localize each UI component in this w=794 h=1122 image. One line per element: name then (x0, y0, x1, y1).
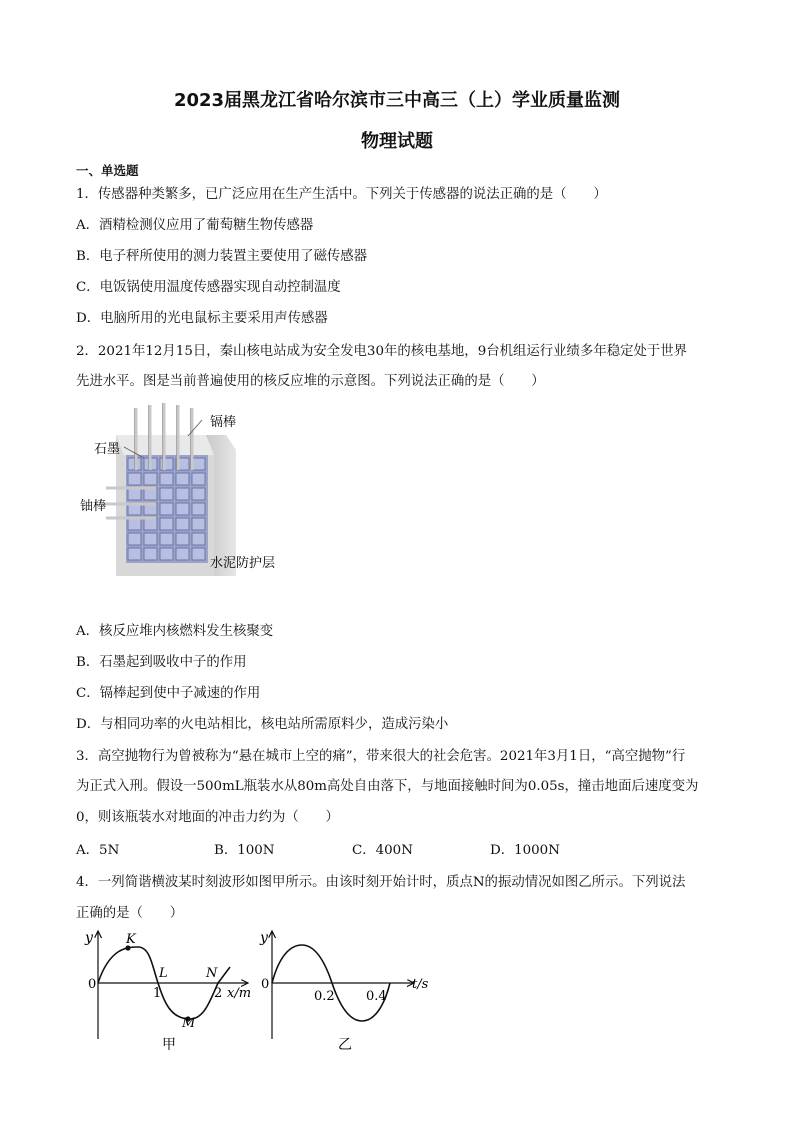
core-cube (176, 533, 189, 545)
core-cube (160, 473, 173, 485)
core-cube (192, 533, 205, 545)
core-cube (192, 473, 205, 485)
q2-option-a: A．核反应堆内核燃料发生核聚变 (76, 624, 274, 639)
core-cube (144, 518, 157, 530)
core-cube (160, 518, 173, 530)
label-concrete: 水泥防护层 (210, 556, 276, 571)
core-cube (192, 503, 205, 515)
q3-stem-line1: 3．高空抛物行为曾被称为“悬在城市上空的痛”，带来很大的社会危害。2021年3月1日，“高空抛物”行 (76, 749, 686, 764)
yi-tick-02: 0.2 (314, 989, 335, 1004)
core-cube (128, 548, 141, 560)
exam-subtitle: 物理试题 (361, 131, 433, 152)
exam-title: 2023届黑龙江省哈尔滨市三中高三（上）学业质量监测 (173, 90, 621, 111)
yi-caption: 乙 (338, 1037, 352, 1053)
core-cube (160, 458, 173, 470)
core-cube (144, 488, 157, 500)
q3-stem-line2: 为正式入刑。假设一500mL瓶装水从80m高处自由落下，与地面接触时间为0.05s，撞击地面后速度变为 (76, 779, 699, 794)
yi-x-label: t/s (412, 977, 429, 992)
q3-option-a: A．5N (76, 843, 120, 858)
reactor-figure (76, 400, 306, 582)
q1-option-a: A．酒精检测仪应用了葡萄糖生物传感器 (76, 218, 314, 233)
core-cube (128, 533, 141, 545)
q3-options (76, 842, 560, 860)
yi-y-label: y (260, 930, 268, 946)
q2-stem-line2: 先进水平。图是当前普遍使用的核反应堆的示意图。下列说法正确的是（ ） (76, 374, 545, 389)
core-cube (160, 503, 173, 515)
yi-tick-04: 0.4 (366, 989, 387, 1004)
q1-option-b: B．电子秤所使用的测力装置主要使用了磁传感器 (76, 249, 368, 264)
core-cube (192, 548, 205, 560)
core-cube (192, 488, 205, 500)
label-n: N (206, 966, 218, 981)
core-cube (144, 548, 157, 560)
core-cube (144, 473, 157, 485)
jia-x-label: x/m (227, 986, 252, 1001)
label-m: M (182, 1016, 196, 1031)
core-cube (160, 488, 173, 500)
q1-option-c: C．电饭锅使用温度传感器实现自动控制温度 (76, 280, 341, 295)
q3-stem-line3: 0，则该瓶装水对地面的冲击力约为（ ） (76, 810, 339, 825)
label-l: L (159, 966, 168, 981)
q2-option-c: C．镉棒起到使中子减速的作用 (76, 686, 261, 701)
core-cube (176, 548, 189, 560)
core-cube (144, 533, 157, 545)
jia-tick-1: 1 (153, 986, 162, 1001)
jia-caption: 甲 (162, 1037, 176, 1053)
core-cube (176, 518, 189, 530)
core-cube (128, 518, 141, 530)
section-heading: 一、单选题 (76, 163, 139, 178)
jia-origin: 0 (88, 977, 97, 992)
core-cube (176, 488, 189, 500)
q3-option-b: B．100N (214, 843, 275, 858)
label-k: K (126, 932, 136, 947)
q2-option-d: D．与相同功率的火电站相比，核电站所需原料少，造成污染小 (76, 717, 449, 732)
core-cube (192, 518, 205, 530)
label-uranium: 铀棒 (80, 499, 107, 514)
q4-stem-line2: 正确的是（ ） (76, 906, 184, 921)
core-cube (176, 503, 189, 515)
q1-stem: 1．传感器种类繁多，已广泛应用在生产生活中。下列关于传感器的说法正确的是（ ） (76, 187, 607, 202)
core-cube (192, 458, 205, 470)
core-cube (128, 488, 141, 500)
label-cadmium: 镉棒 (210, 415, 237, 430)
q4-stem-line1: 4．一列简谐横波某时刻波形如图甲所示。由该时刻开始计时，质点N的振动情况如图乙所示。下列说法 (76, 875, 686, 890)
vibration-graph-yi (256, 925, 446, 1055)
yi-origin: 0 (261, 977, 270, 992)
core-cube (160, 533, 173, 545)
q3-option-d: D．1000N (490, 843, 560, 858)
core-cube (128, 473, 141, 485)
q2-stem-line1: 2．2021年12月15日，秦山核电站成为安全发电30年的核电基地，9台机组运行业绩多年稳定处于世界 (76, 344, 688, 359)
reactor-core (126, 455, 208, 563)
wave-graph-jia (80, 925, 260, 1055)
core-cube (176, 473, 189, 485)
q2-option-b: B．石墨起到吸收中子的作用 (76, 655, 247, 670)
jia-tick-2: 2 (214, 986, 223, 1001)
q1-option-d: D．电脑所用的光电鼠标主要采用声传感器 (76, 311, 328, 326)
core-cube (160, 548, 173, 560)
q3-option-c: C．400N (352, 843, 413, 858)
jia-y-label: y (85, 930, 93, 946)
label-graphite: 石墨 (94, 442, 121, 457)
